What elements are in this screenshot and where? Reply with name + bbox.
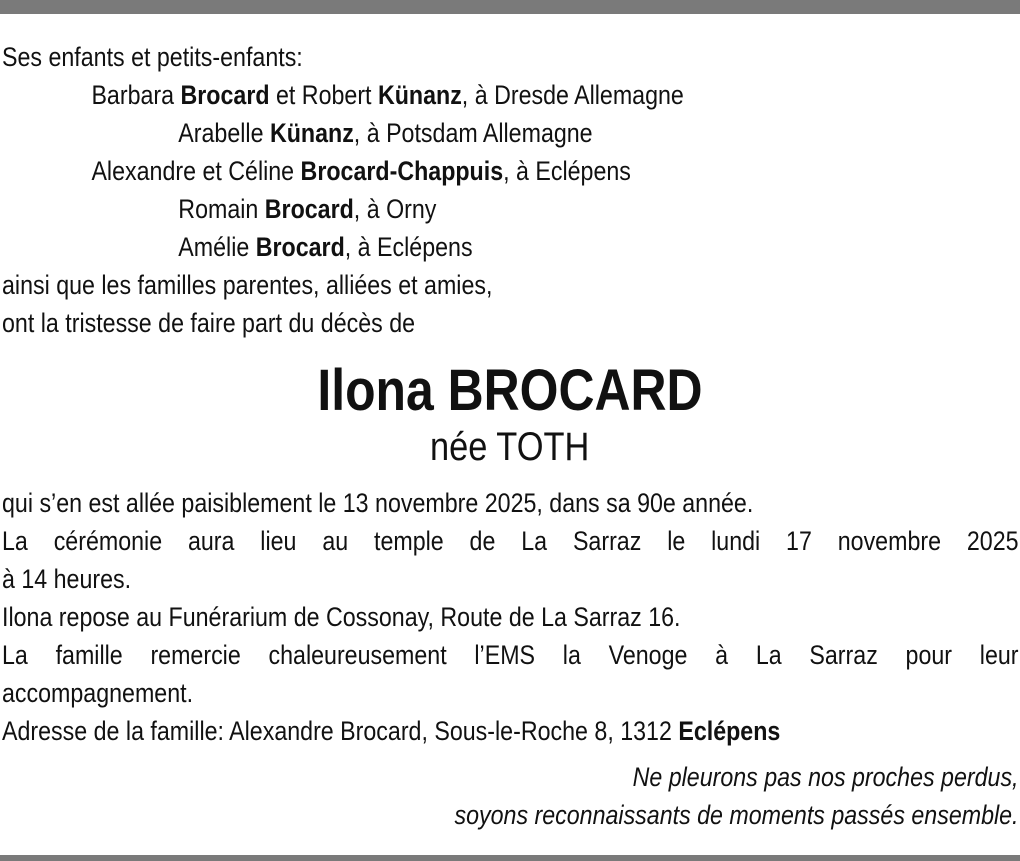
ceremony-line: La cérémonie aura lieu au temple de La Sarraz le lundi 17 novembre 2025 (2, 526, 1019, 556)
deceased-name: Ilona BROCARD (317, 358, 703, 423)
surname: Brocard-Chappuis (300, 156, 504, 186)
family-intro: Ses enfants et petits-enfants: (2, 42, 303, 72)
family-member: Amélie Brocard, à Eclépens (178, 232, 473, 262)
surname: Brocard (180, 80, 270, 110)
quote-line: soyons reconnaissants de moments passés ensemble. (454, 800, 1019, 830)
birth-name: née TOTH (430, 425, 590, 469)
details-section (2, 484, 1018, 750)
passing-line: qui s’en est allée paisiblement le 13 novembre 2025, dans sa 90e année. (2, 488, 754, 518)
family-address: Adresse de la famille: Alexandre Brocard, Sous-le-Roche 8, 1312 Eclépens (2, 716, 781, 746)
surname: Brocard (264, 194, 354, 224)
family-member: Arabelle Künanz, à Potsdam Allemagne (178, 118, 593, 148)
family-member: Romain Brocard, à Orny (178, 194, 437, 224)
thanks-line: La famille remercie chaleureusement l’EMS la Venoge à La Sarraz pour leur (2, 640, 1019, 670)
obituary-notice (2, 38, 1018, 834)
ceremony-time: à 14 heures. (2, 564, 132, 594)
surname: Künanz (269, 118, 354, 148)
family-section (2, 38, 1018, 342)
family-member: Barbara Brocard et Robert Künanz, à Dresde Allemagne (91, 80, 684, 110)
surname: Künanz (377, 80, 462, 110)
family-member: Alexandre et Céline Brocard-Chappuis, à Eclépens (91, 156, 631, 186)
top-border (0, 0, 1020, 14)
address-town: Eclépens (678, 716, 781, 746)
quote-line: Ne pleurons pas nos proches perdus, (632, 762, 1019, 792)
bottom-border (0, 855, 1020, 861)
announcement-line: ont la tristesse de faire part du décès de (2, 308, 416, 338)
surname: Brocard (255, 232, 345, 262)
deceased-block (2, 358, 1018, 470)
thanks-line-end: accompagnement. (2, 678, 194, 708)
relatives-line: ainsi que les familles parentes, alliées et amies, (2, 270, 493, 300)
repose-line: Ilona repose au Funérarium de Cossonay, Route de La Sarraz 16. (2, 602, 681, 632)
closing-quote (2, 758, 1018, 834)
